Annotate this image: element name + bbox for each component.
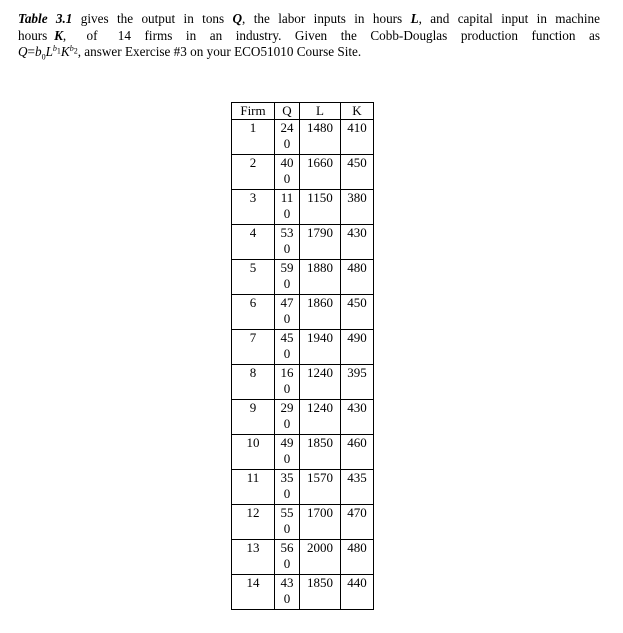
cell-k: 490 (341, 330, 374, 365)
cell-k: 435 (341, 470, 374, 505)
cell-k: 440 (341, 575, 374, 610)
intro-line-2 (18, 28, 600, 45)
cell-q: 530 (275, 225, 300, 260)
formula-exp2 (69, 43, 78, 56)
variable-l: L (410, 11, 419, 26)
intro-line-3 (18, 44, 600, 61)
cell-q: 560 (275, 540, 300, 575)
cell-k: 480 (341, 260, 374, 295)
cell-l: 2000 (300, 540, 341, 575)
cell-firm: 10 (232, 435, 275, 470)
intro-line-1 (18, 11, 600, 28)
intro-text: , of 14 firms in an industry. Given the Cobb-Douglas production function as (62, 27, 600, 43)
cell-firm: 3 (232, 190, 275, 225)
cell-firm: 13 (232, 540, 275, 575)
cell-k: 410 (341, 120, 374, 155)
intro-text: hours (18, 27, 55, 43)
intro-text: , and capital input in machine (418, 11, 600, 26)
cell-k: 430 (341, 225, 374, 260)
cell-l: 1150 (300, 190, 341, 225)
formula-exp2-sub: 2 (73, 46, 78, 56)
table-row (232, 365, 374, 400)
table-row (232, 470, 374, 505)
cell-q: 590 (275, 260, 300, 295)
cell-k: 460 (341, 435, 374, 470)
header-q: Q (275, 103, 300, 120)
intro-paragraph (18, 11, 600, 61)
intro-text: , the labor inputs in hours (242, 11, 411, 26)
intro-text: , answer Exercise #3 on your ECO51010 Course Site. (77, 44, 362, 59)
cell-firm: 5 (232, 260, 275, 295)
cell-l: 1850 (300, 575, 341, 610)
cell-firm: 6 (232, 295, 275, 330)
cell-l: 1850 (300, 435, 341, 470)
cell-l: 1940 (300, 330, 341, 365)
cell-l: 1240 (300, 365, 341, 400)
cell-firm: 14 (232, 575, 275, 610)
cell-firm: 2 (232, 155, 275, 190)
header-k: K (341, 103, 374, 120)
table-row (232, 505, 374, 540)
cell-k: 450 (341, 155, 374, 190)
cell-firm: 12 (232, 505, 275, 540)
cell-q: 430 (275, 575, 300, 610)
formula-exp1-b: b (52, 43, 57, 53)
cell-l: 1660 (300, 155, 341, 190)
table-row (232, 330, 374, 365)
firm-data-table (231, 102, 374, 610)
cell-l: 1790 (300, 225, 341, 260)
cell-l: 1480 (300, 120, 341, 155)
cell-q: 350 (275, 470, 300, 505)
cell-q: 160 (275, 365, 300, 400)
table-row (232, 225, 374, 260)
formula-k: K (60, 44, 70, 59)
cell-k: 380 (341, 190, 374, 225)
cell-q: 450 (275, 330, 300, 365)
table-row (232, 435, 374, 470)
cell-q: 470 (275, 295, 300, 330)
cell-k: 450 (341, 295, 374, 330)
table-row (232, 155, 374, 190)
cell-q: 400 (275, 155, 300, 190)
table-reference: Table 3.1 (18, 11, 73, 26)
cell-k: 395 (341, 365, 374, 400)
cell-q: 240 (275, 120, 300, 155)
cell-l: 1860 (300, 295, 341, 330)
formula-exp1 (52, 43, 61, 56)
variable-k: K (54, 27, 63, 43)
table-row (232, 190, 374, 225)
cell-q: 290 (275, 400, 300, 435)
formula-b0: b (34, 44, 42, 59)
cell-firm: 9 (232, 400, 275, 435)
cell-q: 490 (275, 435, 300, 470)
table-row (232, 540, 374, 575)
cell-l: 1570 (300, 470, 341, 505)
cell-firm: 1 (232, 120, 275, 155)
intro-text: gives the output in tons (72, 11, 233, 26)
formula-exp2-b: b (69, 43, 74, 53)
cell-firm: 11 (232, 470, 275, 505)
table-body (232, 120, 374, 610)
cell-k: 470 (341, 505, 374, 540)
production-function-formula (18, 43, 78, 62)
cell-firm: 8 (232, 365, 275, 400)
formula-l: L (45, 44, 53, 59)
cell-firm: 7 (232, 330, 275, 365)
cell-l: 1700 (300, 505, 341, 540)
header-firm: Firm (232, 103, 275, 120)
table-row (232, 400, 374, 435)
table-header-row (232, 103, 374, 120)
cell-l: 1880 (300, 260, 341, 295)
cell-l: 1240 (300, 400, 341, 435)
cell-k: 430 (341, 400, 374, 435)
formula-sub0: 0 (41, 52, 46, 62)
cell-k: 480 (341, 540, 374, 575)
firm-data-table-container (231, 102, 374, 610)
table-row (232, 575, 374, 610)
header-l: L (300, 103, 341, 120)
formula-exp1-sub: 1 (56, 46, 61, 56)
table-row (232, 295, 374, 330)
table-row (232, 260, 374, 295)
cell-q: 110 (275, 190, 300, 225)
variable-q: Q (232, 11, 243, 26)
formula-equals: = (27, 44, 35, 59)
cell-q: 550 (275, 505, 300, 540)
cell-firm: 4 (232, 225, 275, 260)
table-row (232, 120, 374, 155)
formula-q: Q (18, 44, 28, 59)
